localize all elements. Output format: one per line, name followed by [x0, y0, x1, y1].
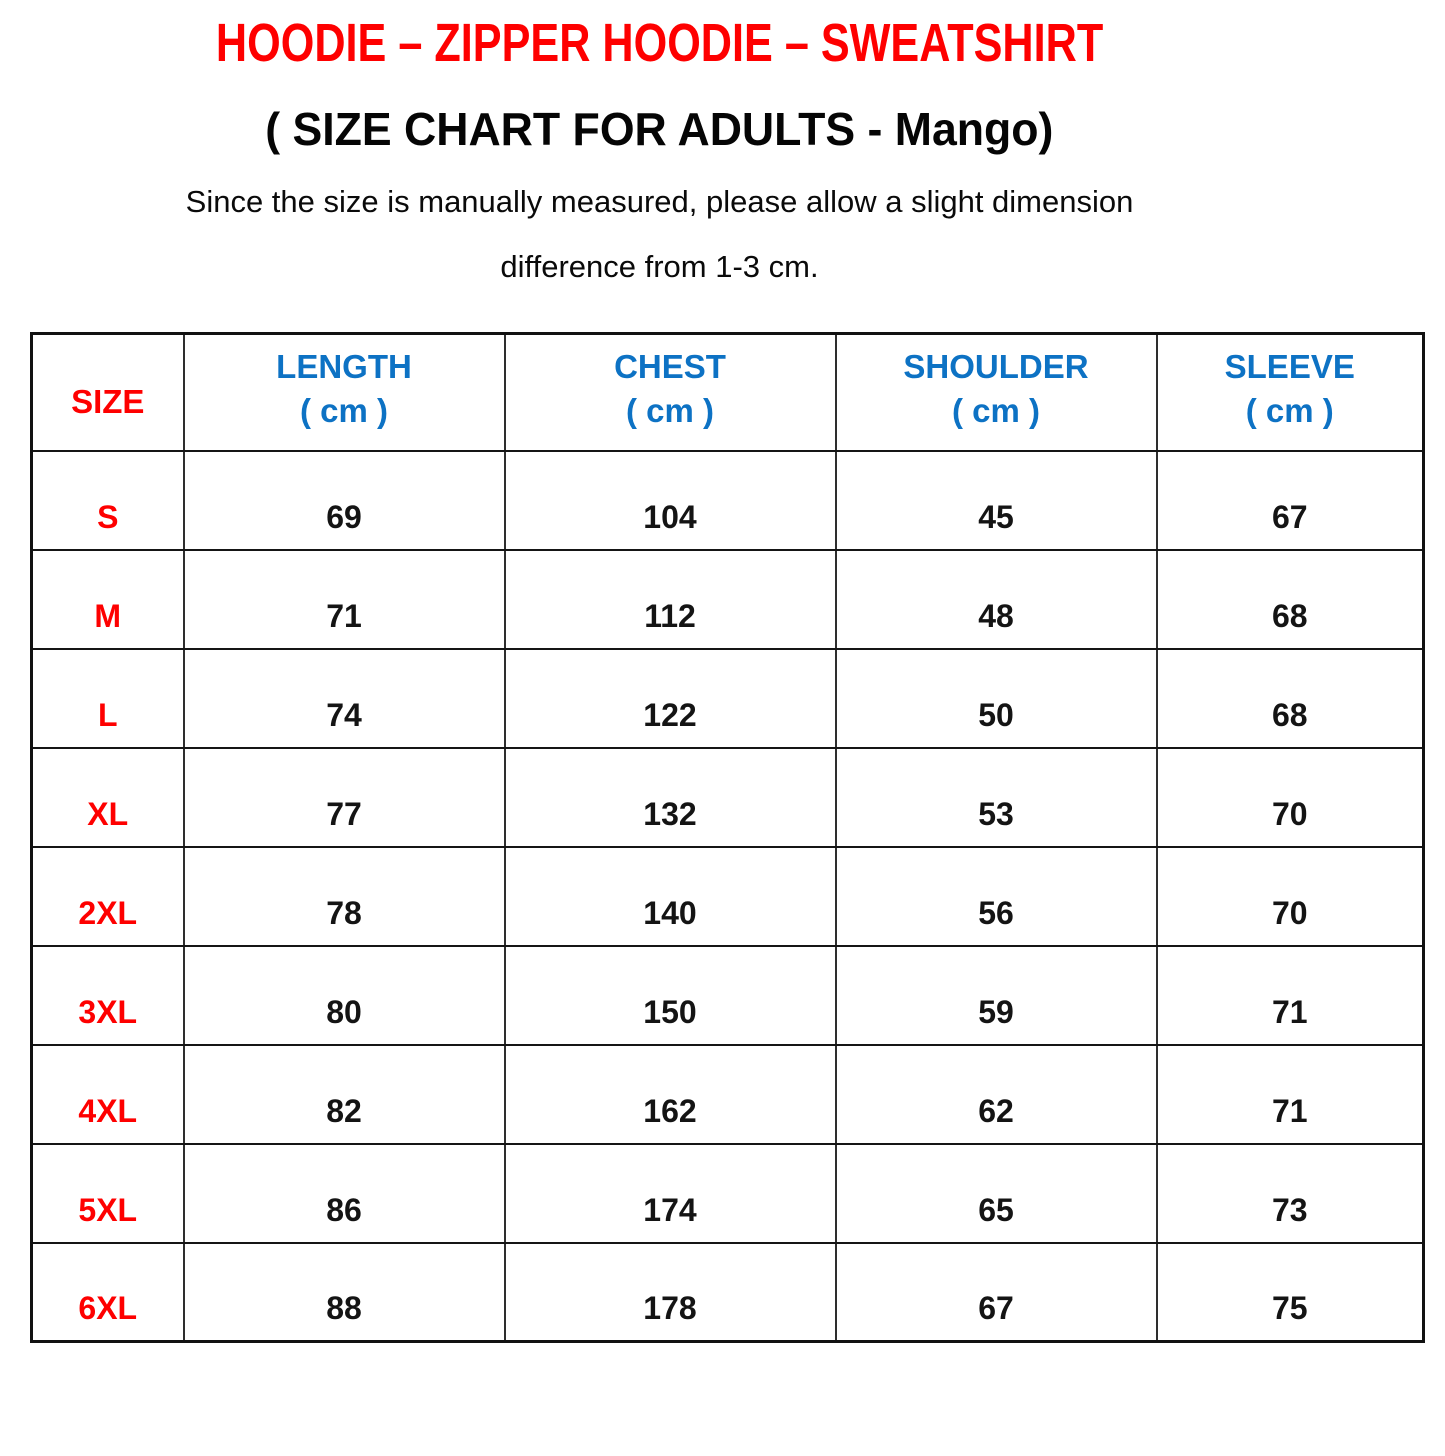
table-row: [32, 748, 1424, 847]
shoulder-value: 62: [836, 1045, 1157, 1144]
table-row: [32, 550, 1424, 649]
column-header-chest: [505, 334, 836, 451]
shoulder-value: 56: [836, 847, 1157, 946]
column-header-shoulder: [836, 334, 1157, 451]
column-header-size: [32, 334, 184, 451]
size-chart-page: [0, 14, 1445, 1456]
chest-value: 178: [505, 1243, 836, 1342]
sleeve-value: 68: [1157, 649, 1424, 748]
length-value: 88: [184, 1243, 505, 1342]
sleeve-value: 68: [1157, 550, 1424, 649]
table-row: [32, 1045, 1424, 1144]
page-title-text: HOODIE – ZIPPER HOODIE – SWEATSHIRT: [215, 13, 1104, 73]
size-label: 4XL: [32, 1045, 184, 1144]
page-subtitle-text: ( SIZE CHART FOR ADULTS - Mango): [265, 103, 1054, 155]
size-chart-table: [30, 332, 1425, 1343]
column-header-shoulder-label: SHOULDER: [903, 348, 1089, 386]
sleeve-value: 71: [1157, 1045, 1424, 1144]
column-header-sleeve: [1157, 334, 1424, 451]
shoulder-value: 48: [836, 550, 1157, 649]
chest-value: 140: [505, 847, 836, 946]
chest-value: 162: [505, 1045, 836, 1144]
size-label: XL: [32, 748, 184, 847]
column-header-chest-label: CHEST: [614, 348, 726, 386]
length-value: 71: [184, 550, 505, 649]
sleeve-value: 70: [1157, 748, 1424, 847]
table-row: [32, 847, 1424, 946]
table-row: [32, 1144, 1424, 1243]
column-header-sleeve-unit: ( cm ): [1245, 392, 1334, 430]
size-label: 2XL: [32, 847, 184, 946]
sleeve-value: 67: [1157, 451, 1424, 550]
size-label: L: [32, 649, 184, 748]
sleeve-value: 71: [1157, 946, 1424, 1045]
length-value: 77: [184, 748, 505, 847]
column-header-length: [184, 334, 505, 451]
shoulder-value: 50: [836, 649, 1157, 748]
column-header-chest-unit: ( cm ): [625, 392, 714, 430]
size-label: 6XL: [32, 1243, 184, 1342]
shoulder-value: 45: [836, 451, 1157, 550]
page-header: [32, 14, 1287, 284]
table-row: [32, 946, 1424, 1045]
column-header-length-unit: ( cm ): [299, 392, 388, 430]
shoulder-value: 67: [836, 1243, 1157, 1342]
table-row: [32, 1243, 1424, 1342]
chest-value: 112: [505, 550, 836, 649]
shoulder-value: 59: [836, 946, 1157, 1045]
page-subtitle: [32, 104, 1287, 154]
column-header-length-label: LENGTH: [276, 348, 412, 386]
length-value: 78: [184, 847, 505, 946]
chest-value: 150: [505, 946, 836, 1045]
measurement-note-line-2: difference from 1-3 cm.: [500, 249, 819, 284]
page-title: [32, 14, 1287, 72]
length-value: 69: [184, 451, 505, 550]
size-label: 5XL: [32, 1144, 184, 1243]
chest-value: 174: [505, 1144, 836, 1243]
header-row: [32, 334, 1424, 451]
column-header-sleeve-label: SLEEVE: [1224, 348, 1355, 386]
table-row: [32, 451, 1424, 550]
column-header-shoulder-unit: ( cm ): [951, 392, 1040, 430]
measurement-note-line-1: Since the size is manually measured, please allow a slight dimension: [185, 184, 1134, 219]
chest-value: 132: [505, 748, 836, 847]
chest-value: 122: [505, 649, 836, 748]
size-label: M: [32, 550, 184, 649]
size-label: S: [32, 451, 184, 550]
shoulder-value: 53: [836, 748, 1157, 847]
length-value: 86: [184, 1144, 505, 1243]
chest-value: 104: [505, 451, 836, 550]
sleeve-value: 70: [1157, 847, 1424, 946]
length-value: 74: [184, 649, 505, 748]
shoulder-value: 65: [836, 1144, 1157, 1243]
length-value: 82: [184, 1045, 505, 1144]
table-row: [32, 649, 1424, 748]
column-header-size-label: SIZE: [71, 383, 145, 421]
sleeve-value: 73: [1157, 1144, 1424, 1243]
sleeve-value: 75: [1157, 1243, 1424, 1342]
size-label: 3XL: [32, 946, 184, 1045]
length-value: 80: [184, 946, 505, 1045]
